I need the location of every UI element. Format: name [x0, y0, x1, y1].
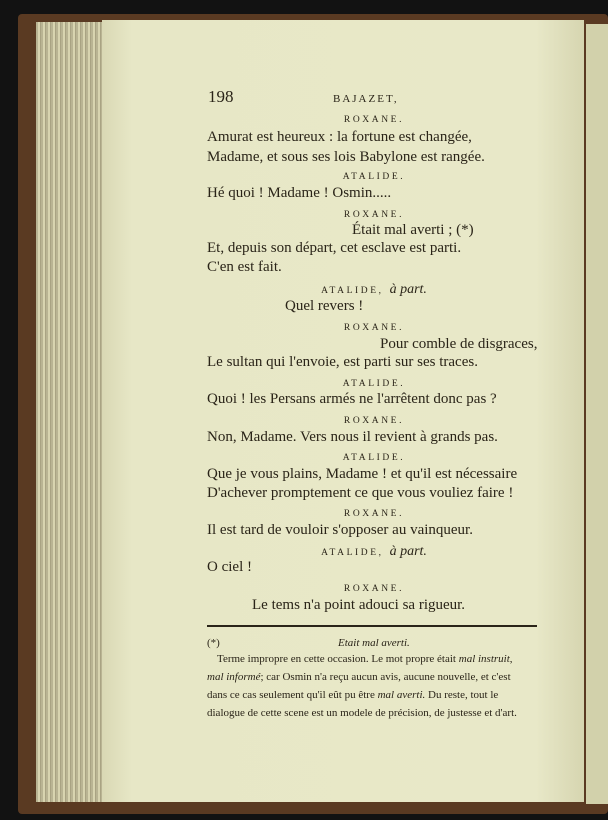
stage-direction: à part.	[389, 544, 427, 559]
speaker-name: ATALIDE, à part.	[321, 544, 427, 559]
verse-line: Il est tard de vouloir s'opposer au vainqueur.	[207, 522, 473, 538]
speaker-name: ATALIDE.	[342, 379, 406, 389]
speaker-name: ATALIDE.	[342, 453, 406, 463]
verse-line: Non, Madame. Vers nous il revient à grands pas.	[207, 429, 498, 445]
speaker-name: ROXANE.	[343, 210, 405, 220]
footnote-line: dialogue de cette scene est un modele de précision, de justesse et d'art.	[207, 707, 517, 719]
footnote-line: mal informé; car Osmin n'a reçu aucun avis, aucune nouvelle, et c'est	[207, 671, 511, 683]
speaker-name: ROXANE.	[343, 584, 405, 594]
footnote-rule	[207, 625, 537, 627]
verse-line: Que je vous plains, Madame ! et qu'il est nécessaire	[207, 466, 518, 482]
verse-line: D'achever promptement ce que vous vouliez faire !	[207, 485, 514, 501]
verse-line: Le sultan qui l'envoie, est parti sur ses traces.	[207, 354, 478, 370]
speaker-name: ROXANE.	[343, 509, 405, 519]
verse-line: Madame, et sous ses lois Babylone est rangée.	[207, 149, 485, 165]
verse-line: O ciel !	[207, 559, 252, 575]
verse-line: Le tems n'a point adouci sa rigueur.	[252, 597, 466, 613]
stage-direction: à part.	[389, 282, 427, 297]
verse-line: Amurat est heureux : la fortune est changée,	[207, 129, 472, 145]
verse-line: Et, depuis son départ, cet esclave est parti.	[207, 240, 462, 256]
speaker-name: ROXANE.	[343, 416, 405, 426]
running-title: BAJAZET,	[333, 93, 399, 105]
verse-line: C'en est fait.	[207, 259, 282, 275]
speaker-name: ATALIDE.	[342, 172, 406, 182]
verse-line: Était mal averti ; (*)	[352, 222, 474, 238]
verse-line: Pour comble de disgraces,	[380, 336, 538, 352]
verse-line: Hé quoi ! Madame ! Osmin.....	[207, 185, 392, 201]
footnote-line: dans ce cas seulement qu'il eût pu être mal averti. Du reste, tout le	[207, 689, 499, 701]
speaker-name: ATALIDE, à part.	[321, 282, 427, 297]
footnote-marker: (*)	[207, 637, 220, 649]
speaker-name: ROXANE.	[343, 323, 405, 333]
verse-line: Quel revers !	[285, 298, 364, 314]
verse-line: Quoi ! les Persans armés ne l'arrêtent donc pas ?	[207, 391, 497, 407]
footnote-line: Terme impropre en cette occasion. Le mot propre était mal instruit,	[217, 653, 513, 665]
page-number: 198	[208, 87, 234, 106]
footnote-heading: Etait mal averti.	[338, 637, 410, 649]
speaker-name: ROXANE.	[343, 115, 405, 125]
